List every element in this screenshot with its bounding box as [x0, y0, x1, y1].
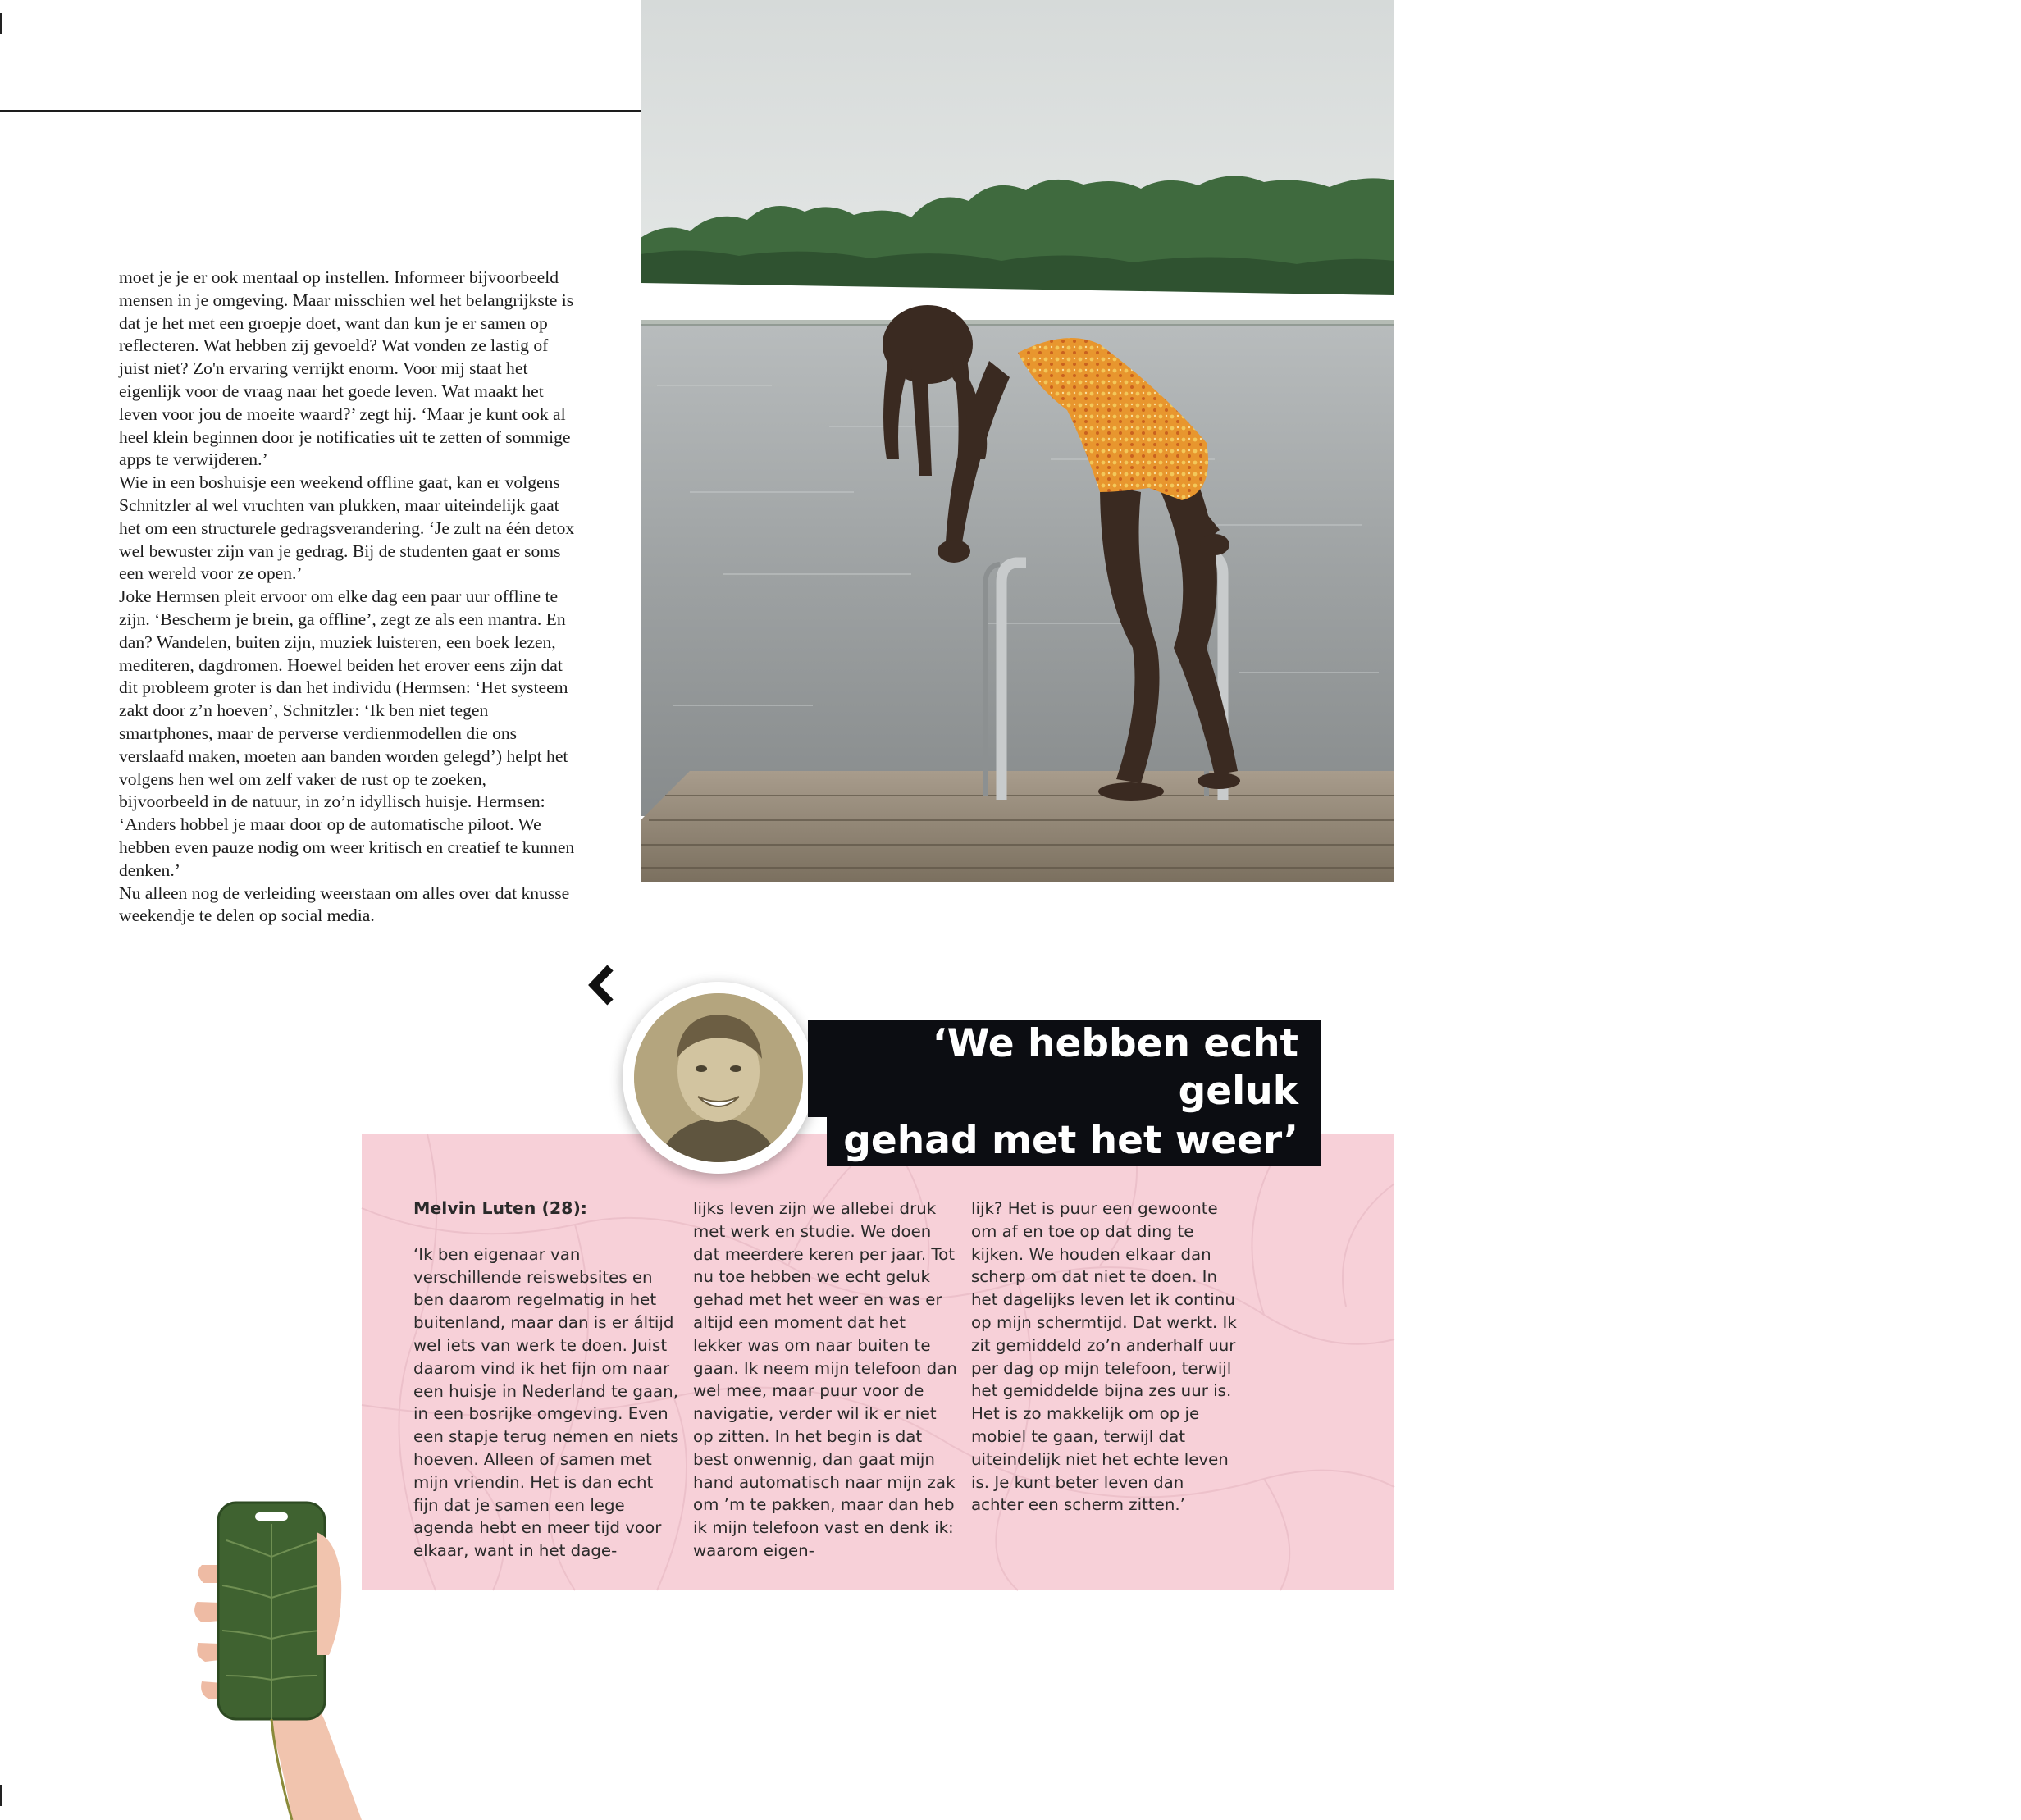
hand-leaf-phone-illustration — [194, 1491, 374, 1820]
lake-photo-illustration — [641, 0, 1394, 882]
pull-quote-line: gehad met het weer’ — [827, 1117, 1321, 1166]
interview-column-2 — [693, 1197, 960, 1562]
interview-column-1 — [413, 1197, 680, 1562]
interview-text: lijk? Het is puur een gewoonte om af en toe op dat ding te kijken. We houden elkaar dan scherp om dat niet te doen. In het dagelijks leven let ik continu op mijn schermtijd. Dat werkt. Ik zit gemiddeld zo’n anderhalf uur per dag op mijn telefoon, terwijl het gemiddelde bijna zes uur is. Het is zo makkelijk om op je mobiel te gaan, terwijl dat uiteindelijk niet het echte leven is. Je kunt beter leven dan achter een scherm zitten.’ — [971, 1199, 1237, 1515]
article-paragraph: Joke Hermsen pleit ervoor om elke dag een paar uur offline te zijn. ‘Bescherm je brein, ga offline’, zegt ze als een mantra. En dan? Wandelen, buiten zijn, muziek luisteren, een boek lezen, mediteren, dagdromen. Hoewel beiden het erover eens zijn dat dit probleem groter is dan het individu (Hermsen: ‘Het systeem zakt door z’n hoeven’, Schnitzler: ‘Ik ben niet tegen smartphones, maar de perverse verdienmodellen die ons verslaafd maken, moeten aan banden worden gelegd’) helpt het volgens hen wel om zelf vaker de rust op te zoeken, bijvoorbeeld in de natuur, in zo’n idyllisch huisje. Hermsen: ‘Anders hobbel je maar door op de automatische piloot. We hebben even pauze nodig om weer kritisch en creatief te kunnen denken.’ — [119, 586, 575, 880]
crop-mark — [0, 1785, 2, 1806]
crop-mark — [0, 13, 2, 34]
photo-credit: GABRIEL SANTIAGO/UNSPLASH — [2009, 676, 2021, 861]
interview-column-3 — [971, 1197, 1238, 1517]
pull-quote-line: ‘We hebben echt geluk — [808, 1020, 1321, 1117]
interview-text: lijks leven zijn we allebei druk met werk en studie. We doen dat meerdere keren per jaar. Tot nu toe hebben we echt geluk gehad met het weer en was er altijd een moment dat het lekker was om naar buiten te gaan. Ik neem mijn telefoon dan wel mee, maar puur voor de navigatie, verder wil ik er niet op zitten. In het begin is dat best onwennig, dan gaat mijn hand automatisch naar mijn zak om ’m te pakken, maar dan heb ik mijn telefoon vast en denk ik: waarom eigen- — [693, 1199, 957, 1560]
avatar — [634, 993, 803, 1162]
article-paragraph: moet je je er ook mentaal op instellen. Informeer bijvoorbeeld mensen in je omgeving. Maar misschien wel het belangrijkste is dat je het met een groepje doet, want dan kun je er samen op reflecteren. Wat hebben zij gevoeld? Wat vonden ze lastig of juist niet? Zo'n ervaring verrijkt enorm. Voor mij staat het eigenlijk voor de vraag naar het goede leven. Wat maakt het leven voor jou de moeite waard?’ zegt hij. ‘Maar je kunt ook al heel klein beginnen door je notificaties uit te zetten of sommige apps te verwijderen.’ — [119, 267, 574, 470]
top-rule — [0, 110, 641, 112]
interview-text: ‘Ik ben eigenaar van verschillende reiswebsites en ben daarom regelmatig in het buitenland, maar dan is er áltijd wel iets van werk te doen. Juist daarom vind ik het fijn om naar een huisje in Nederland te gaan, in een bosrijke omgeving. Even een stapje terug nemen en niets hoeven. Alleen of samen met mijn vriendin. Het is dan echt fijn dat je samen een lege agenda hebt en meer tijd voor elkaar, want in het dage- — [413, 1244, 679, 1561]
article-paragraph: Wie in een boshuisje een weekend offline gaat, kan er volgens Schnitzler al wel vruchten van plukken, maar uiteindelijk gaat het om een structurele gedragsverandering. ‘Je zult na één detox wel bewuster zijn van je gedrag. Bij de studenten gaat er soms een wereld voor ze open.’ — [119, 472, 575, 584]
speaker-name: Melvin Luten (28): — [413, 1198, 588, 1218]
lake-photo — [641, 0, 2021, 882]
interviewee-portrait — [623, 982, 814, 1174]
chevron-left-icon — [591, 966, 620, 1004]
pull-quote — [808, 1020, 1321, 1166]
article-body — [119, 267, 578, 928]
article-paragraph: Nu alleen nog de verleiding weerstaan om alles over dat knusse weekendje te delen op social media. — [119, 883, 570, 926]
